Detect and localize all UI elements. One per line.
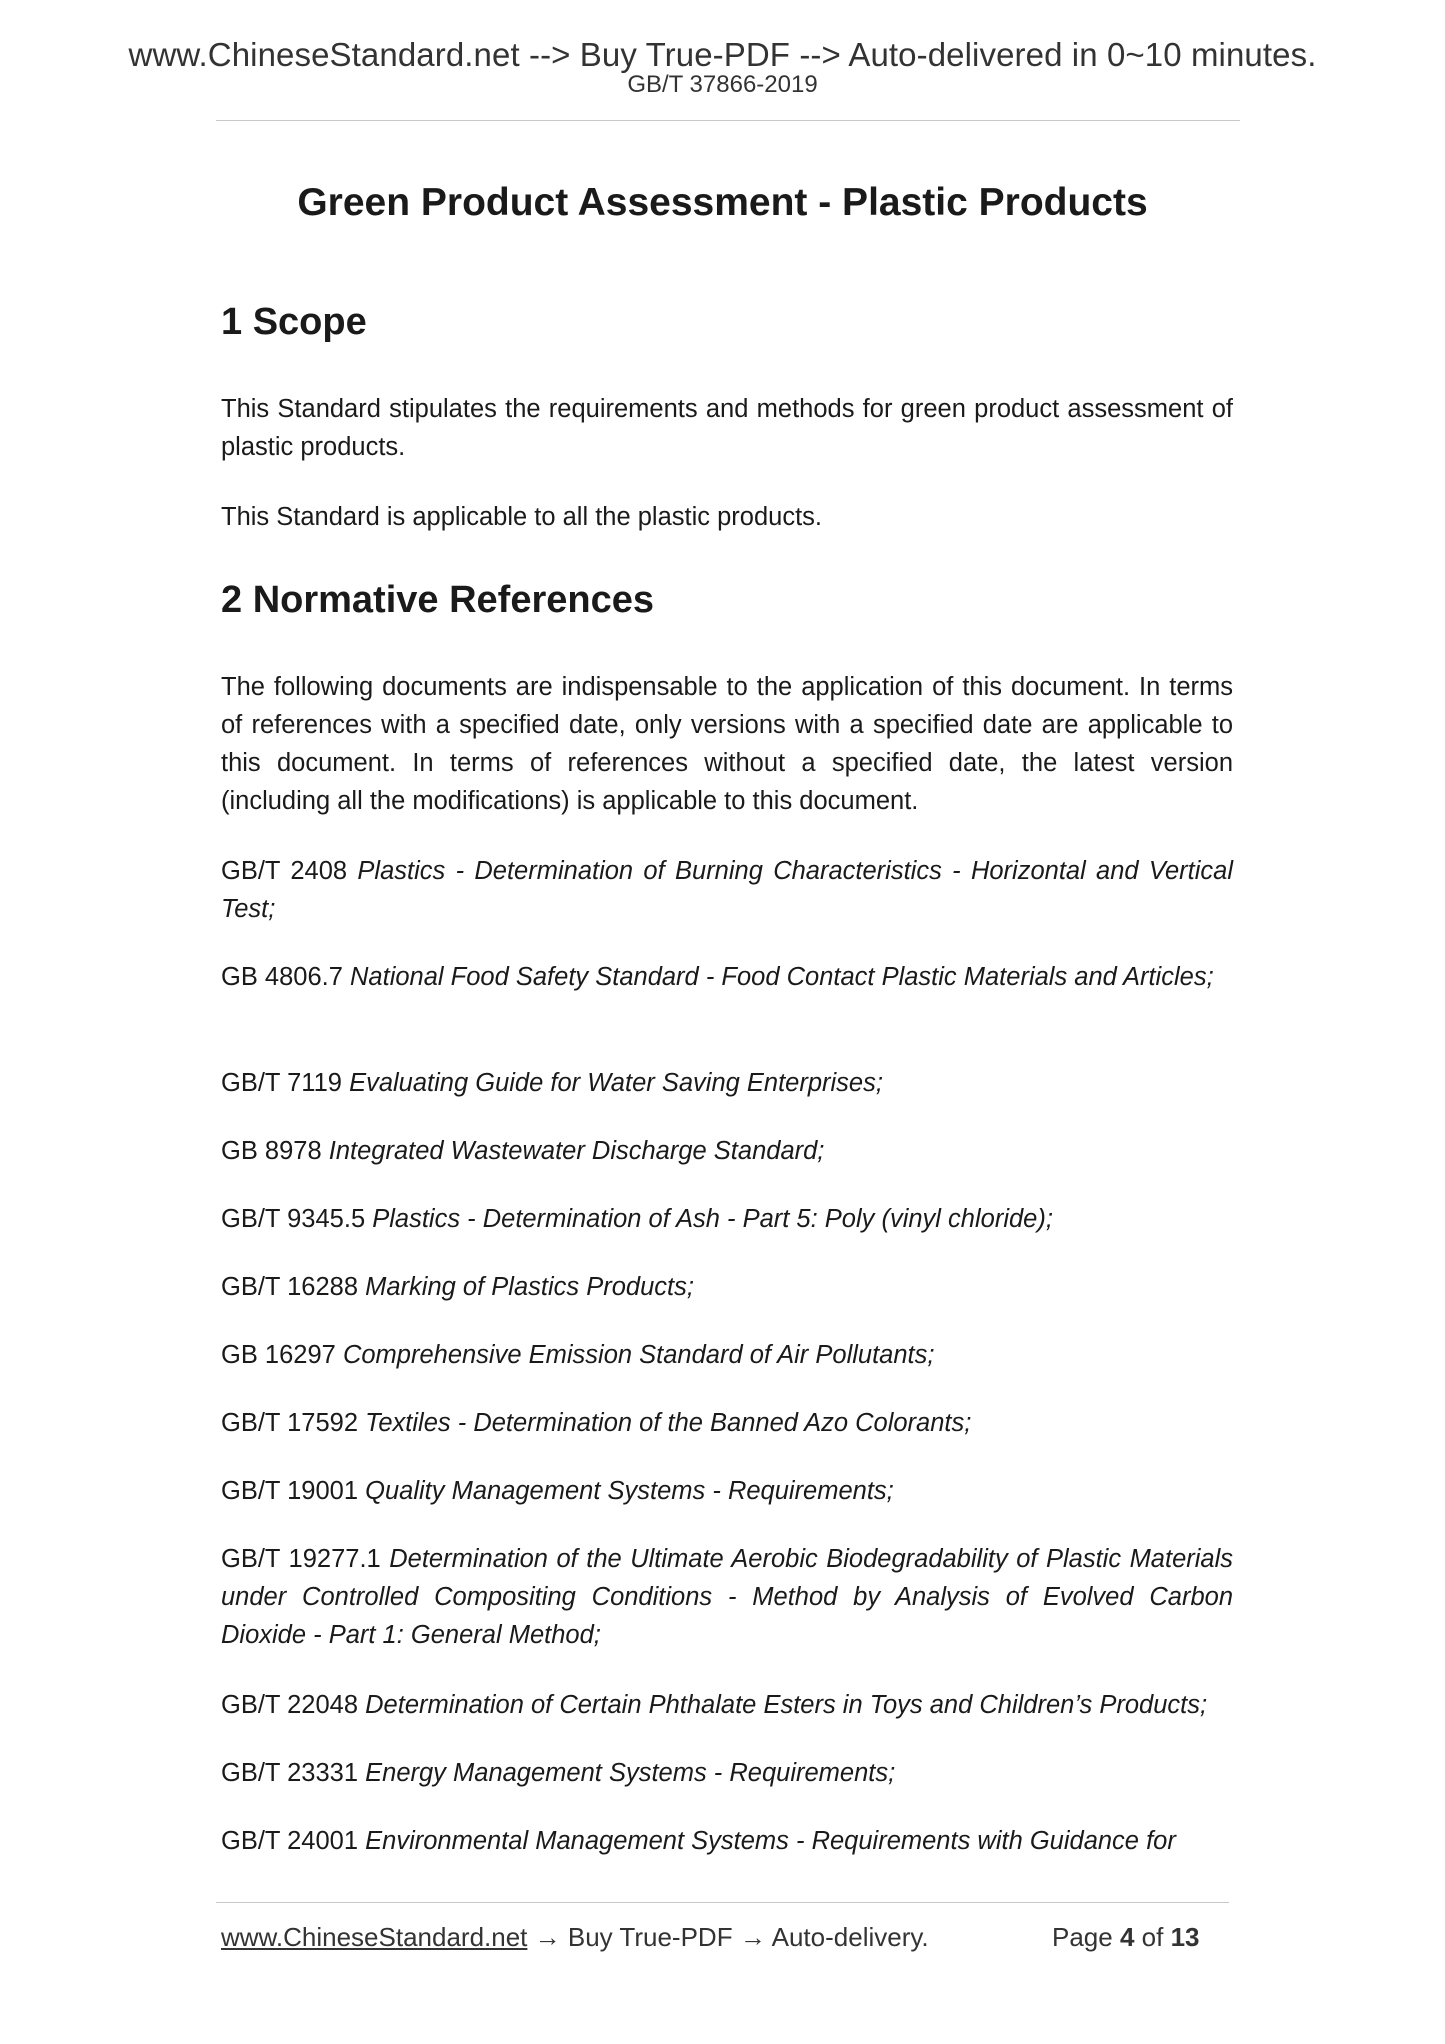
reference-item	[221, 1472, 1233, 1510]
reference-title: Environmental Management Systems - Requirements with Guidance for	[365, 1827, 1176, 1855]
references-intro: The following documents are indispensable to the application of this document. In terms of references with a specified date, only versions with a specified date are applicable to this document. In terms of references without a specified date, the latest version (including all the modifications) is applicable to this document.	[221, 673, 1233, 815]
reference-code: GB 16297	[221, 1341, 336, 1369]
reference-code: GB 8978	[221, 1137, 322, 1165]
header-divider	[216, 120, 1240, 121]
reference-code: GB 4806.7	[221, 963, 343, 991]
reference-title: Integrated Wastewater Discharge Standard;	[328, 1137, 825, 1165]
footer-promo	[221, 1922, 929, 1953]
top-banner: www.ChineseStandard.net --> Buy True-PDF --> Auto-delivered in 0~10 minutes.	[128, 36, 1317, 73]
standard-code: GB/T 37866-2019	[627, 71, 818, 98]
document-title: Green Product Assessment - Plastic Products	[297, 181, 1148, 224]
reference-item	[221, 1686, 1251, 1724]
reference-code: GB/T 23331	[221, 1759, 359, 1787]
reference-item	[221, 1540, 1233, 1654]
page-label: Page	[1052, 1922, 1113, 1952]
arrow-right-icon: →	[739, 1922, 766, 1952]
reference-code: GB/T 17592	[221, 1409, 359, 1437]
reference-item	[221, 1754, 1233, 1792]
reference-title: National Food Safety Standard - Food Contact Plastic Materials and Articles;	[350, 963, 1214, 991]
reference-title: Plastics - Determination of Ash - Part 5: Poly (vinyl chloride);	[372, 1205, 1053, 1233]
delivery-text: Auto-delivery.	[771, 1922, 929, 1952]
reference-title: Comprehensive Emission Standard of Air Pollutants;	[342, 1341, 935, 1369]
reference-code: GB/T 19277.1	[221, 1545, 381, 1573]
reference-item	[221, 1822, 1233, 1860]
reference-code: GB/T 16288	[221, 1273, 359, 1301]
reference-item	[221, 1200, 1233, 1238]
buy-text: Buy True-PDF	[567, 1922, 733, 1952]
reference-title: Evaluating Guide for Water Saving Enterprises;	[349, 1069, 883, 1097]
scope-paragraph-1: This Standard stipulates the requirements and methods for green product assessment of plastic products.	[221, 395, 1233, 461]
reference-code: GB/T 22048	[221, 1691, 359, 1719]
scope-paragraph-2: This Standard is applicable to all the plastic products.	[221, 503, 822, 531]
section-2-heading: 2 Normative References	[221, 579, 654, 621]
arrow-right-icon: →	[534, 1922, 561, 1952]
reference-title: Textiles - Determination of the Banned Azo Colorants;	[365, 1409, 972, 1437]
reference-title: Energy Management Systems - Requirements;	[365, 1759, 896, 1787]
page-total: 13	[1170, 1922, 1200, 1952]
reference-title: Quality Management Systems - Requirements;	[365, 1477, 894, 1505]
reference-code: GB/T 7119	[221, 1069, 342, 1097]
reference-code: GB/T 2408	[221, 857, 348, 885]
reference-title: Marking of Plastics Products;	[365, 1273, 694, 1301]
page-of: of	[1141, 1922, 1164, 1952]
page-current: 4	[1119, 1922, 1135, 1952]
reference-title: Plastics - Determination of Burning Characteristics - Horizontal and Vertical Test;	[221, 857, 1233, 923]
reference-title: Determination of Certain Phthalate Esters in Toys and Children’s Products;	[365, 1691, 1208, 1719]
site-link[interactable]: www.ChineseStandard.net	[221, 1922, 528, 1952]
reference-code: GB/T 9345.5	[221, 1205, 366, 1233]
reference-item	[221, 958, 1233, 996]
reference-item	[221, 852, 1233, 928]
section-1-heading: 1 Scope	[221, 301, 367, 343]
page-indicator	[1052, 1922, 1200, 1953]
reference-code: GB/T 24001	[221, 1827, 359, 1855]
reference-code: GB/T 19001	[221, 1477, 359, 1505]
reference-item	[221, 1268, 1233, 1306]
reference-item	[221, 1132, 1233, 1170]
reference-item	[221, 1404, 1233, 1442]
reference-item	[221, 1064, 1233, 1102]
reference-title: Determination of the Ultimate Aerobic Biodegradability of Plastic Materials under Controlled Compositing Conditions - Method by Analysis of Evolved Carbon Dioxide - Part 1: General Method;	[221, 1545, 1234, 1649]
footer-divider	[216, 1902, 1229, 1903]
reference-item	[221, 1336, 1233, 1374]
